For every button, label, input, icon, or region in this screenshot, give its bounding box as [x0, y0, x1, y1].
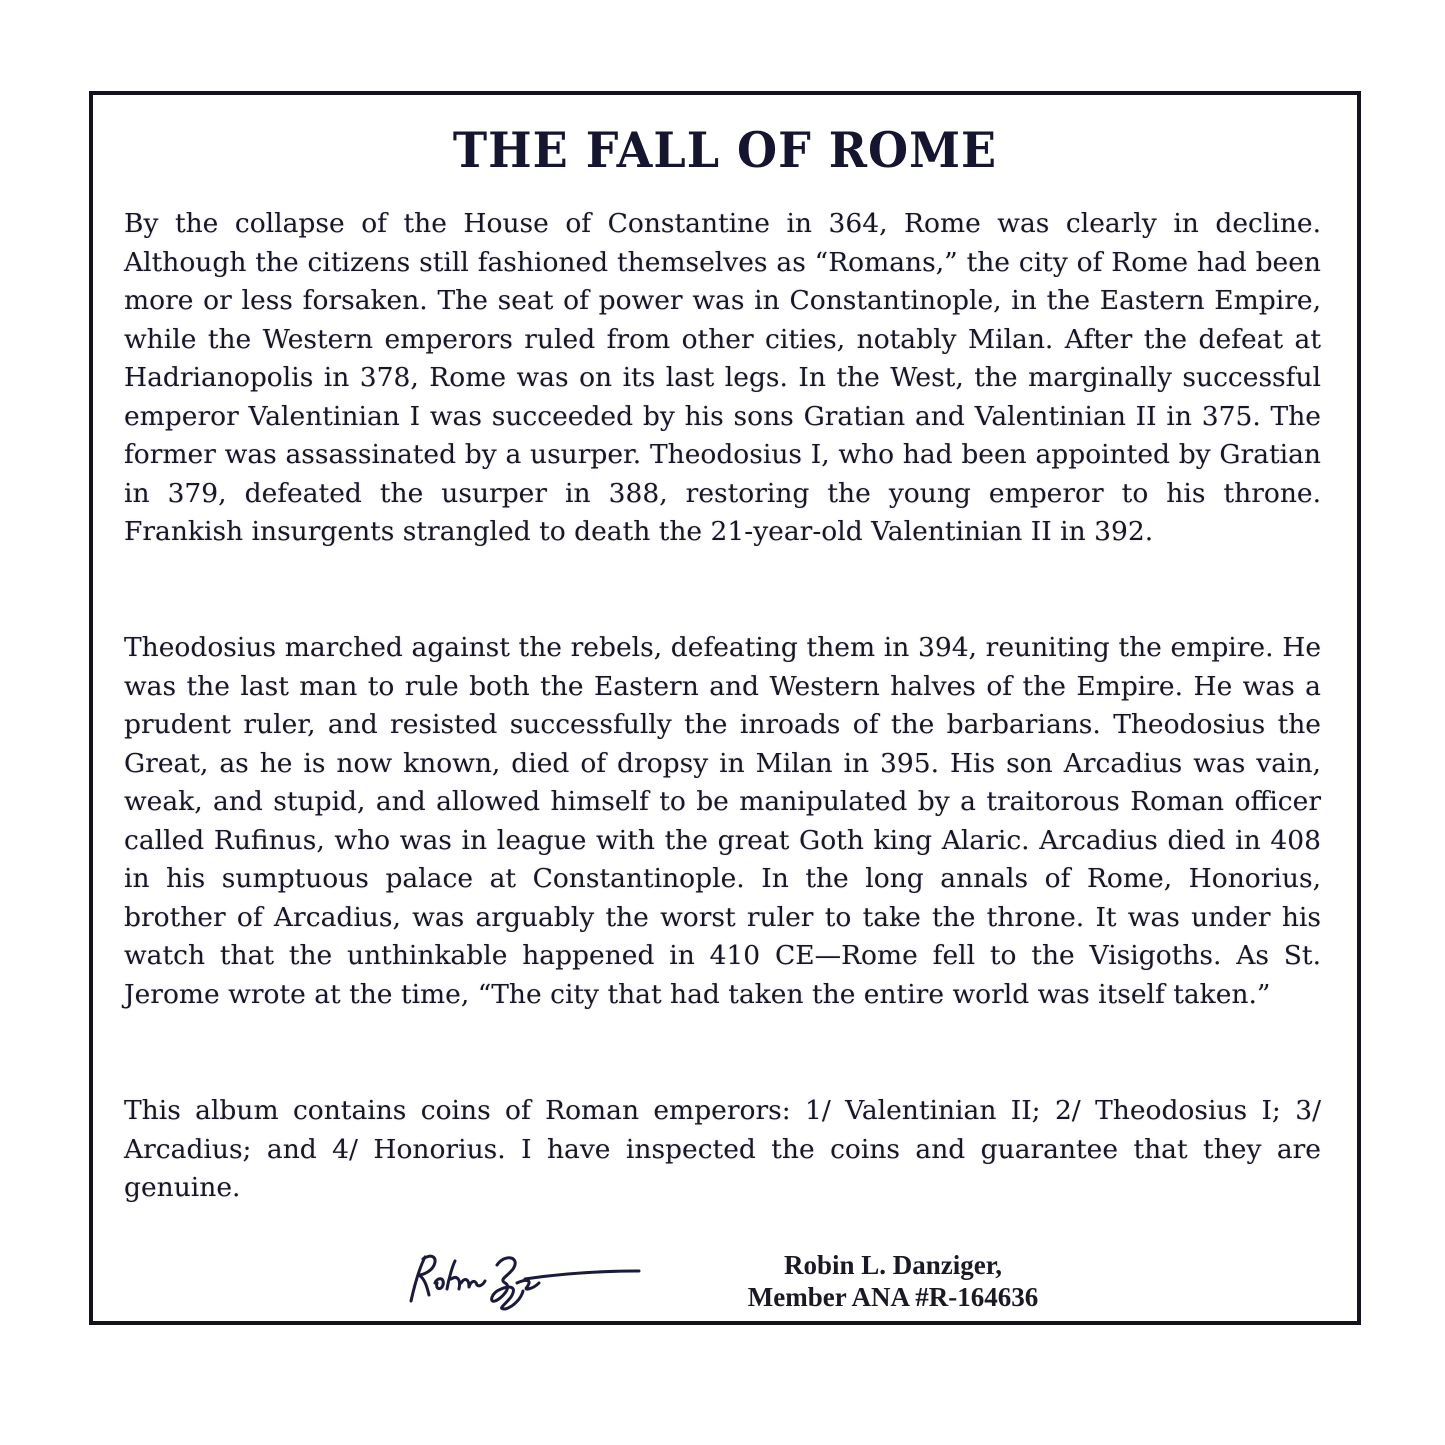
certificate-frame [89, 91, 1361, 1325]
paragraph-history-intro: By the collapse of the House of Constantine in 364, Rome was clearly in decline. Although the citizens still fashioned themselves as “Romans,” the city of Rome had been more or less forsaken. The seat of power was in Constantinople, in the Eastern Empire, while the Western emperors ruled from other cities, notably Milan. After the defeat at Hadrianopolis in 378, Rome was on its last legs. In the West, the marginally successful emperor Valentinian I was succeeded by his sons Gratian and Valentinian II in 375. The former was assassinated by a usurper. Theodosius I, who had been appointed by Gratian in 379, defeated the usurper in 388, restoring the young emperor to his throne. Frankish insurgents strangled to death the 21-year-old Valentinian II in 392. [124, 208, 1321, 547]
paragraph-theodosius: Theodosius marched against the rebels, defeating them in 394, reuniting the empire. He was the last man to rule both the Eastern and Western halves of the Empire. He was a prudent ruler, and resisted successfully the inroads of the barbarians. Theodosius the Great, as he is now known, died of dropsy in Milan in 395. His son Arcadius was vain, weak, and stupid, and allowed himself to be manipulated by a traitorous Roman officer called Rufinus, who was in league with the great Goth king Alaric. Arcadius died in 408 in his sumptuous palace at Constantinople. In the long annals of Rome, Honorius, brother of Arcadius, was arguably the worst ruler to take the throne. It was under his watch that the unthinkable happened in 410 CE—Rome fell to the Visigoths. As St. Jerome wrote at the time, “The city that had taken the entire world was itself taken.” [124, 632, 1321, 1010]
signer-block [723, 1249, 1063, 1313]
page-title: THE FALL OF ROME [452, 121, 998, 179]
signer-membership: Member ANA #R-164636 [747, 1282, 1039, 1312]
signature-icon [405, 1243, 645, 1323]
paragraph-album-contents: This album contains coins of Roman emperors: 1/ Valentinian II; 2/ Theodosius I; 3/ Arcadius; and 4/ Honorius. I have inspected the coins and guarantee that they are genuine. [124, 1095, 1321, 1203]
signer-name: Robin L. Danziger, [783, 1250, 1003, 1280]
